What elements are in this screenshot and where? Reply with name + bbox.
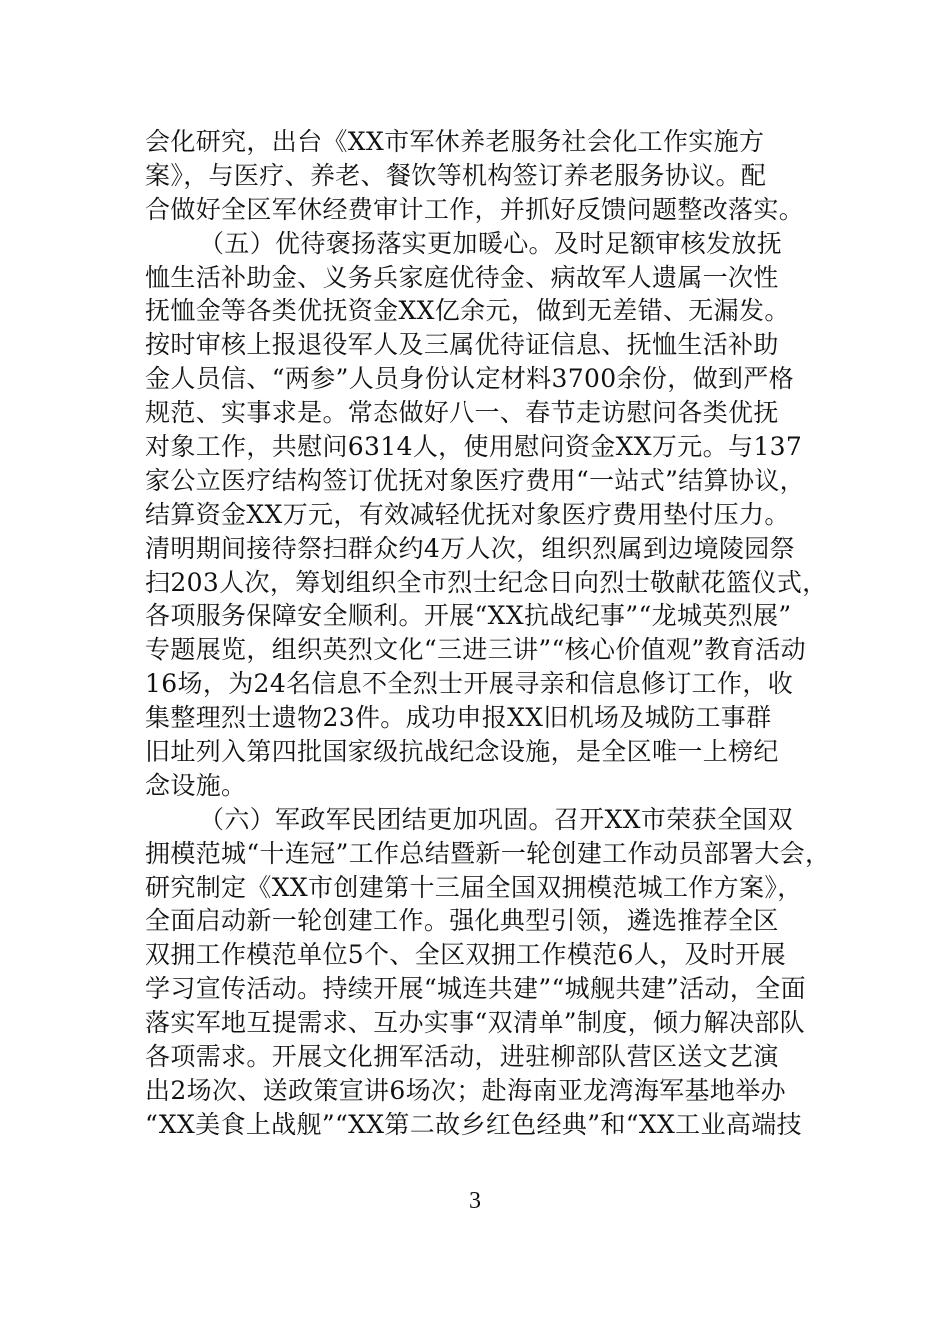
body-text (145, 125, 831, 1142)
text-line: 全面启动新一轮创建工作。强化典型引领，遴选推荐全区 (145, 906, 779, 936)
text-line: 恤生活补助金、义务兵家庭优待金、病故军人遗属一次性 (145, 262, 779, 292)
section-heading-line: （五）优待褒扬落实更加暖心。及时足额审核发放抚 (199, 228, 783, 258)
text-line: 结算资金XX万元，有效减轻优抚对象医疗费用垫付压力。 (145, 499, 790, 529)
text-line: 按时审核上报退役军人及三属优待证信息、抚恤生活补助 (145, 330, 779, 360)
text-line: 出2场次、送政策宣讲6场次；赴海南亚龙湾海军基地举办 (145, 1075, 786, 1105)
text-line: 合做好全区军休经费审计工作，并抓好反馈问题整改落实。 (145, 194, 805, 224)
text-line: 案》，与医疗、养老、餐饮等机构签订养老服务协议。配 (145, 160, 767, 190)
text-line: “XX美食上战舰”“XX第二故乡红色经典”和“XX工业高端技 (145, 1109, 802, 1139)
section-heading-line: （六）军政军民团结更加巩固。召开XX市荣获全国双 (199, 804, 793, 834)
page-number: 3 (469, 1188, 481, 1214)
text-line: 专题展览，组织英烈文化“三进三讲”“核心价值观”教育活动 (145, 635, 806, 665)
text-line: 抚恤金等各类优抚资金XX亿余元，做到无差错、无漏发。 (145, 296, 790, 326)
text-line: 学习宣传活动。持续开展“城连共建”“城舰共建”活动，全面 (145, 974, 806, 1004)
text-line: 研究制定《XX市创建第十三届全国双拥模范城工作方案》， (145, 872, 803, 902)
text-line: 会化研究，出台《XX市军休养老服务社会化工作实施方 (145, 127, 765, 156)
text-line: 规范、实事求是。常态做好八一、春节走访慰问各类优抚 (145, 398, 779, 428)
text-line: 家公立医疗结构签订优抚对象医疗费用“一站式”结算协议， (145, 465, 806, 495)
text-line: 落实军地互提需求、互办实事“双清单”制度，倾力解决部队 (145, 1008, 806, 1038)
text-line: 各项服务保障安全顺利。开展“XX抗战纪事”“龙城英烈展” (145, 601, 792, 631)
text-line: 对象工作，共慰问6314人，使用慰问资金XX万元。与137 (145, 432, 803, 462)
text-line: 集整理烈士遗物23件。成功申报XX旧机场及城防工事群 (145, 703, 772, 733)
text-line: 扫203人次，筹划组织全市烈士纪念日向烈士敬献花篮仪式， (145, 567, 828, 597)
text-line: 念设施。 (145, 770, 247, 800)
text-line: 旧址列入第四批国家级抗战纪念设施，是全区唯一上榜纪 (145, 737, 779, 767)
text-line: 各项需求。开展文化拥军活动，进驻柳部队营区送文艺演 (145, 1042, 779, 1072)
text-line: 清明期间接待祭扫群众约4万人次，组织烈属到边境陵园祭 (145, 533, 796, 563)
text-line: 金人员信、“两参”人员身份认定材料3700余份，做到严格 (145, 364, 794, 394)
text-line: 双拥工作模范单位5个、全区双拥工作模范6人，及时开展 (145, 940, 786, 970)
text-line: 16场，为24名信息不全烈士开展寻亲和信息修订工作，收 (145, 669, 794, 699)
text-line: 拥模范城“十连冠”工作总结暨新一轮创建工作动员部署大会， (145, 838, 831, 868)
